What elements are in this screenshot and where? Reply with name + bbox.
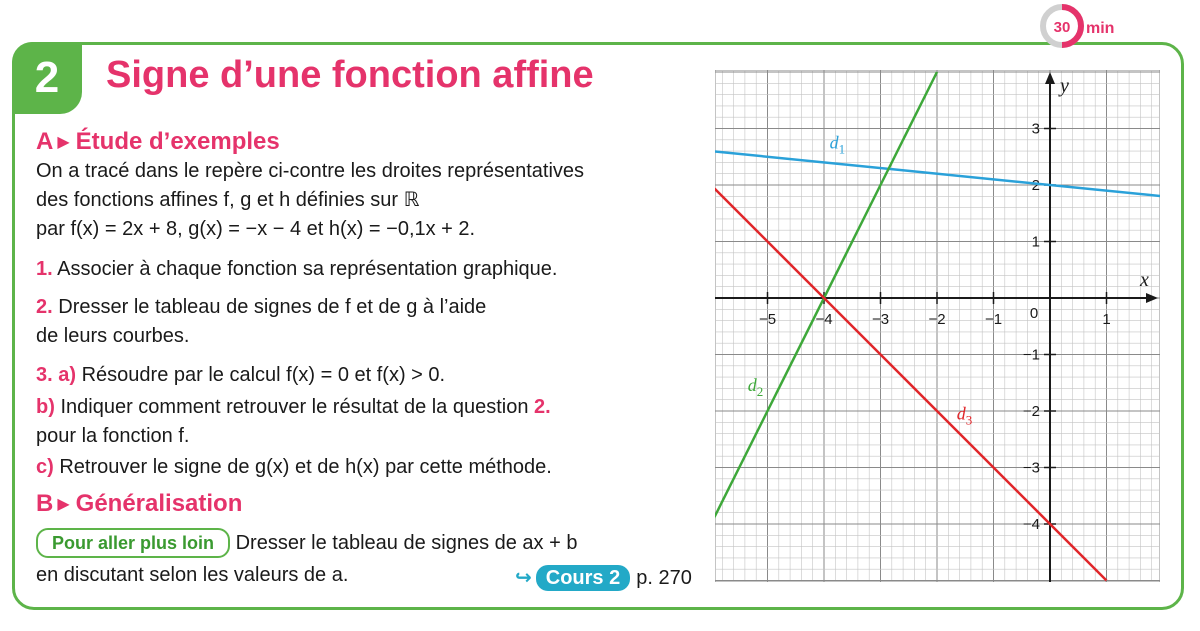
question-3c — [36, 453, 552, 482]
y-tick-label: 3 — [1031, 120, 1040, 138]
question-2-text: Dresser le tableau de signes de f et de g à l’aide — [58, 296, 487, 318]
section-b-line-1 — [36, 528, 577, 558]
triangle-right-icon: ▶ — [57, 496, 70, 513]
section-a-title: Étude d’exemples — [75, 128, 280, 155]
y-tick-label: −3 — [1022, 459, 1040, 477]
question-1-text: Associer à chaque fonction sa représentation graphique. — [57, 258, 558, 280]
y-axis-label: y — [1060, 75, 1069, 97]
question-3b-label: b) — [36, 396, 55, 418]
series-label-main: d — [829, 132, 839, 153]
section-b-title: Généralisation — [75, 490, 243, 517]
timer-icon — [1040, 4, 1084, 48]
cours-link[interactable]: Cours 2 — [536, 565, 630, 591]
question-1-number: 1. — [36, 258, 53, 280]
origin-label: 0 — [1029, 305, 1039, 322]
series-label-sub: 3 — [965, 412, 973, 428]
question-3c-text: Retrouver le signe de g(x) et de h(x) par cette méthode. — [59, 456, 552, 478]
question-3a-label: a) — [58, 364, 77, 386]
timer-unit: min — [1086, 20, 1115, 37]
exercise-title: Signe d’une fonction affine — [106, 54, 594, 96]
section-b-text-1: Dresser le tableau de signes de ax + b — [235, 532, 578, 554]
y-tick-label: −2 — [1022, 403, 1040, 420]
question-3a-text: Résoudre par le calcul f(x) = 0 et f(x) > 0. — [81, 364, 446, 386]
question-3b-line-2: pour la fonction f. — [36, 425, 190, 447]
exercise-number-badge — [12, 42, 82, 114]
series-label-sub: 1 — [838, 141, 846, 157]
y-tick-label: −4 — [1022, 516, 1040, 533]
cours-page: p. 270 — [636, 567, 692, 589]
section-a-heading — [36, 128, 280, 156]
x-tick-label: −3 — [871, 311, 890, 328]
section-b-line-2: en discutant selon les valeurs de a. — [36, 564, 349, 586]
cours-reference[interactable] — [515, 565, 692, 591]
section-b-letter: B — [36, 490, 54, 517]
arrow-right-icon: ↪ — [515, 567, 532, 589]
question-3-number: 3. — [36, 364, 53, 386]
pour-aller-plus-loin-badge: Pour aller plus loin — [36, 528, 230, 558]
question-2-number: 2. — [36, 296, 53, 318]
x-axis-label: x — [1140, 269, 1149, 291]
function-graph — [715, 70, 1160, 582]
question-3b-ref: 2. — [534, 396, 551, 418]
x-tick-label: −2 — [928, 311, 946, 328]
question-3c-label: c) — [36, 456, 54, 478]
question-3a — [36, 361, 445, 390]
question-2-line-2: de leurs courbes. — [36, 325, 190, 347]
x-tick-label: −4 — [815, 311, 833, 328]
series-label-sub: 2 — [756, 384, 764, 400]
question-3b-text: Indiquer comment retrouver le résultat de la question — [60, 396, 529, 418]
exercise-number: 2 — [34, 53, 60, 102]
intro-line-1: On a tracé dans le repère ci-contre les droites représentatives — [36, 160, 585, 182]
series-label-main: d — [956, 403, 966, 424]
timer-value: 30 — [1053, 19, 1071, 36]
series-label-main: d — [747, 375, 757, 396]
y-tick-label: −1 — [1022, 346, 1040, 364]
x-tick-label: 1 — [1102, 311, 1111, 328]
y-tick-label: 2 — [1031, 177, 1040, 194]
x-tick-label: −1 — [984, 311, 1003, 328]
intro-line-3: par f(x) = 2x + 8, g(x) = −x − 4 et h(x) = −0,1x + 2. — [36, 218, 476, 240]
intro-line-2: des fonctions affines f, g et h définies sur ℝ — [36, 189, 420, 211]
question-3b — [36, 393, 551, 422]
triangle-right-icon: ▶ — [57, 134, 70, 151]
question-1 — [36, 255, 557, 284]
section-a-letter: A — [36, 128, 54, 155]
question-2 — [36, 293, 486, 322]
x-tick-label: −5 — [758, 311, 777, 328]
section-b-heading — [36, 490, 242, 518]
y-tick-label: 1 — [1031, 233, 1040, 251]
